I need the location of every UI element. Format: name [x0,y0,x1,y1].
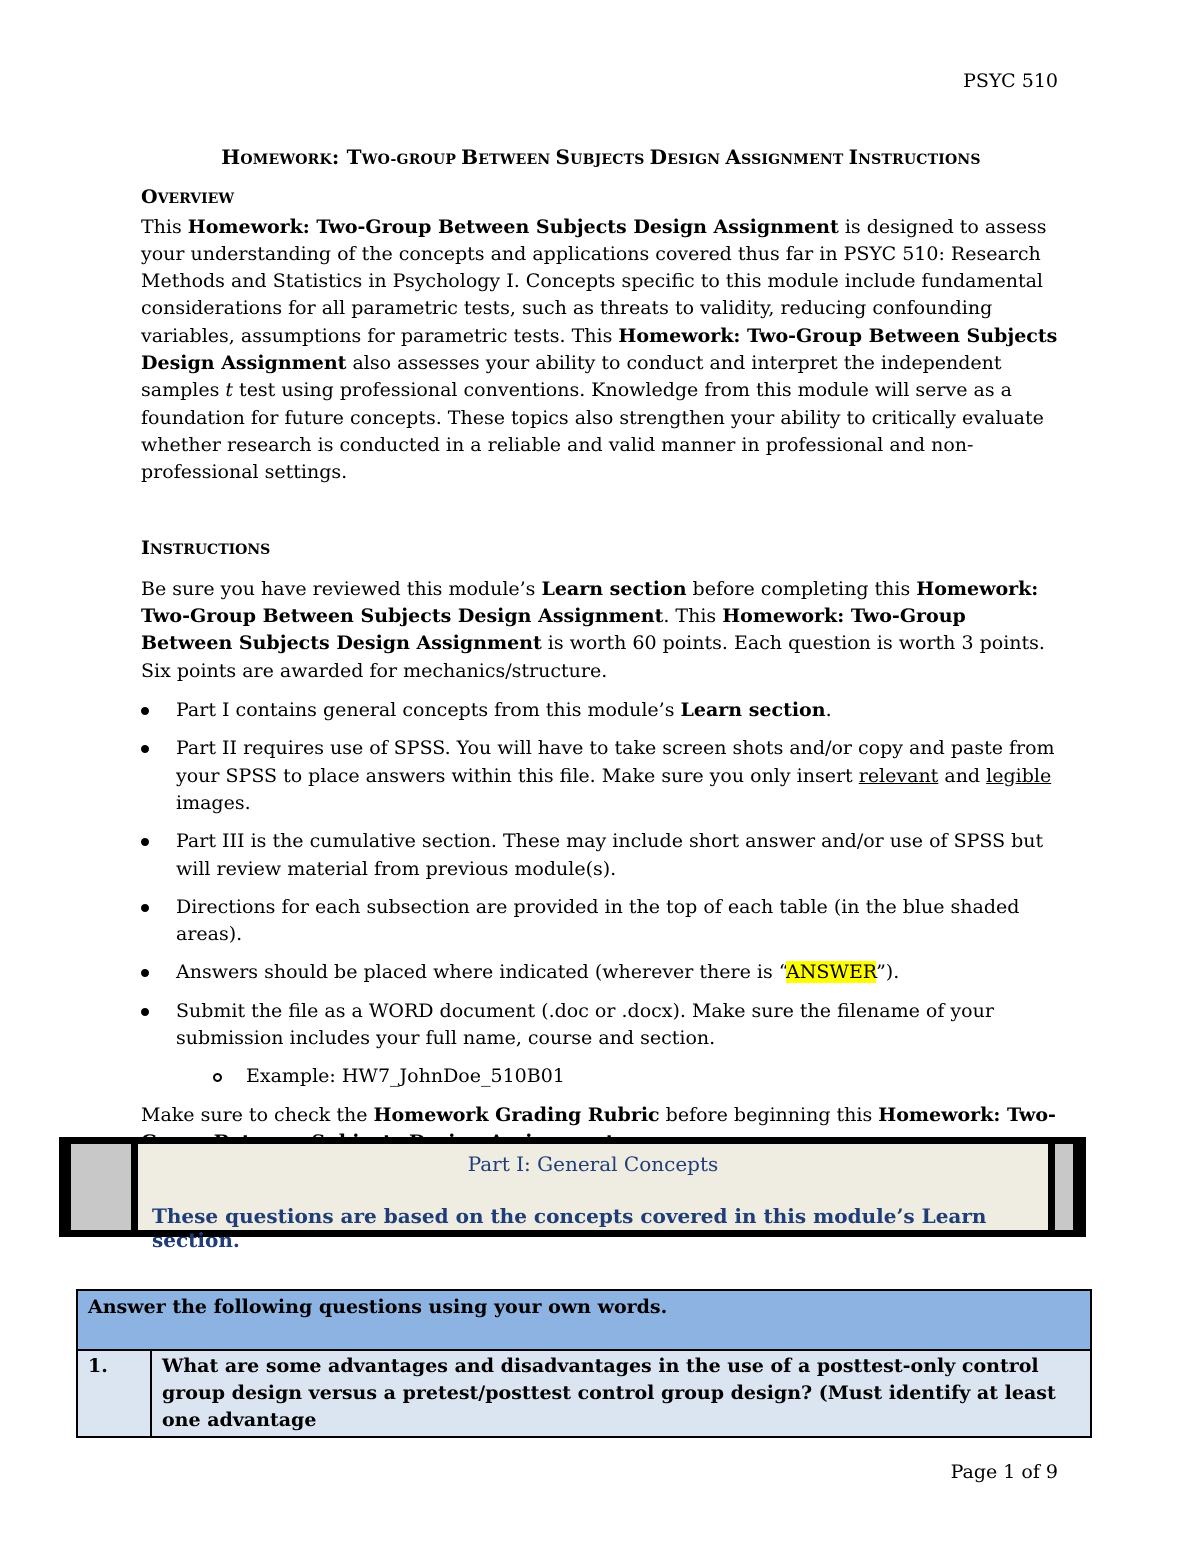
banner-inner [138,1144,1048,1252]
underlined-run: legible [986,764,1052,787]
title-part: I [848,145,859,169]
title-part: SSIGNMENT [741,152,849,168]
text-run: . This [663,605,723,628]
text-run: Answers should be placed where indicated (wherever there is “ [176,961,787,984]
heading-rest: NSTRUCTIONS [149,541,271,558]
highlighted-answer: ANSWER [786,961,877,984]
title-part: : T [331,145,362,169]
title-part: D [649,145,668,169]
title-part: WO-G [361,152,409,168]
text-run: is worth 60 points. Each question is worth 3 points. Six points are awarded for mechanics/structure. [141,632,1045,682]
title-part: B [461,145,479,169]
bold-run: Learn section [680,699,826,722]
heading-initial: I [141,536,150,559]
text-run: is designed to assess your understanding of the concepts and applications covered thus far in PSYC 510: Research Methods and Statistics in Psychology I. Concepts specific to this module include fundamental considerations for all parametric tests, such as threats to validity, reducing confounding variables, assumptions for parametric tests. This [141,215,1047,347]
text-run: before beginning this [659,1103,879,1126]
bold-run: Homework: Two-Group Between Subjects Design Assignment [141,577,1039,628]
underlined-run: relevant [858,764,939,787]
text-run: test using professional conventions. Knowledge from this module will serve as a foundation for future concepts. These topics also strengthen your ability to critically evaluate whether research is conducted in a reliable and valid manner in professional and non-professional settings. [141,379,1044,484]
bold-run: Homework: Two-Group Between Subjects Design Assignment [187,215,839,238]
text-run: Directions for each subsection are provided in the top of each table (in the blue shaded areas). [176,895,1020,946]
title-part: UBJECTS [570,152,650,168]
title-part: S [555,145,571,169]
page-header: PSYC 510 [963,70,1058,92]
list-item [141,894,1061,949]
text-run: images. [176,791,251,814]
text-run: Make sure to check the [141,1103,374,1126]
title-part: OMEWORK [240,152,332,168]
list-item [141,959,1061,986]
page-footer: Page 1 of 9 [950,1461,1058,1483]
document-title [141,144,1061,174]
italic-run: t [225,379,234,402]
bullet-icon [141,969,149,977]
bullet-icon [141,707,149,715]
text-run: ”). [876,961,900,984]
text-run: Example: HW7_JohnDoe_510B01 [246,1065,565,1088]
heading-initial: O [141,186,158,209]
title-part: H [221,145,241,169]
bullet-icon [141,904,149,912]
table-header-cell: Answer the following questions using your own words. [77,1290,1091,1350]
title-part: A [725,145,742,169]
overview-heading [141,184,1061,213]
text-run: Part I contains general concepts from this module’s [176,699,681,722]
spacer [141,487,1061,514]
title-part: ETWEEN [478,152,556,168]
instructions-paragraph [141,576,1061,685]
bold-run: Learn section [541,577,687,600]
text-run: . [825,699,832,722]
heading-rest: VERVIEW [157,191,235,208]
title-part: ROUP [408,152,462,168]
title-part: ESIGN [667,152,726,168]
part1-title: Part I: General Concepts [467,1152,719,1176]
title-part: NSTRUCTIONS [858,152,981,168]
text-run: Be sure you have reviewed this module’s [141,577,542,600]
list-item [141,697,1061,724]
text-run: This [141,215,188,238]
text-run: Submit the file as a WORD document (.doc or .docx). Make sure the filename of your submission includes your full name, course and section. [176,999,994,1050]
part1-subtitle: These questions are based on the concepts covered in this module’s Learn section. [152,1204,987,1252]
banner-right-block [1055,1144,1073,1230]
bullet-icon [141,838,149,846]
bold-run: Homework: Two-Group Between Subjects Design Assignment [141,324,1058,375]
list-item [141,998,1061,1053]
table-row [77,1350,1091,1437]
table-header-row [77,1290,1091,1350]
bold-run: Homework Grading Rubric [373,1103,660,1126]
question-table [76,1289,1092,1438]
overview-paragraph [141,214,1061,487]
part1-banner [59,1137,1086,1252]
ring-bullet-icon [213,1073,222,1082]
bullet-icon [141,1008,149,1016]
banner-left-block [71,1144,131,1230]
text-run: and [938,764,987,787]
sub-list-item [141,1063,1061,1090]
instructions-list [141,697,1061,1052]
bold-run: Homework: Two- [878,1103,1056,1126]
question-number: 1. [77,1350,151,1437]
bullet-icon [141,745,149,753]
list-item [141,735,1061,817]
question-text: What are some advantages and disadvantages in the use of a posttest-only control group design versus a pretest/posttest control group design? (Must identify at least one advantage [151,1350,1091,1437]
text-run: Part II requires use of SPSS. You will have to take screen shots and/or copy and paste from your SPSS to place answers within this file. Make sure you only insert [176,737,1055,787]
text-run: Part III is the cumulative section. These may include short answer and/or use of SPSS but will review material from previous module(s). [176,830,1044,880]
document-body [141,144,1061,1156]
bold-run: Homework: Two-Group Between Subjects Design Assignment [141,605,966,655]
instructions-sublist [141,1063,1061,1090]
text-run: before completing this [686,577,917,600]
instructions-heading [141,535,1061,564]
list-item [141,828,1061,883]
text-run: also assesses your ability to conduct and interpret the independent samples [141,352,1002,402]
